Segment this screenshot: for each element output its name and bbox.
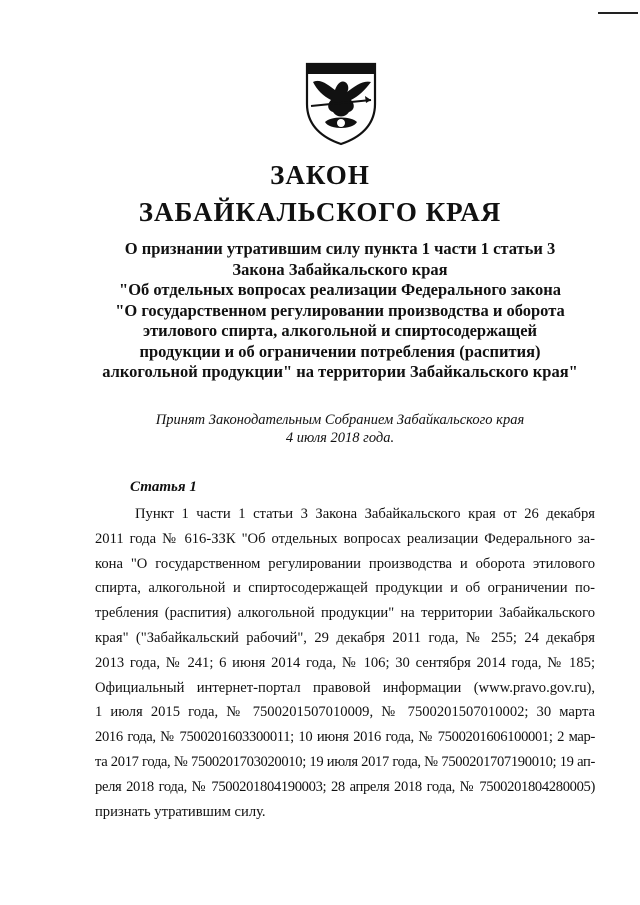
heading-line: продукции и об ограничении потребления (распития) (139, 341, 541, 361)
article-line: та 2017 года, № 7500201703020010; 19 июля 2017 года, № 7500201707190010; 19 ап- (95, 753, 595, 770)
article-line: 2016 года, № 7500201603300011; 10 июня 2016 года, № 7500201606100001; 2 мар- (95, 729, 595, 746)
document-subtitle: ЗАБАЙКАЛЬСКОГО КРАЯ (138, 197, 502, 227)
article-line: кона "О государственном регулировании производства и оборота этилового (95, 555, 595, 572)
article-line: края" ("Забайкальский рабочий", 29 декабря 2011 года, № 255; 24 декабря (95, 629, 595, 646)
heading-line: "О государственном регулировании производства и оборота (115, 300, 565, 320)
coat-of-arms-emblem (303, 60, 379, 146)
document-title: ЗАКОН (270, 160, 370, 190)
article-line: требления (распития) алкогольной продукции" на территории Забайкальского (95, 605, 595, 622)
heading-line: "Об отдельных вопросах реализации Федерального закона (119, 280, 561, 299)
adoption-note (80, 411, 600, 447)
adoption-line: Принят Законодательным Собранием Забайкальского края (155, 412, 525, 428)
article-line: реля 2018 года, № 7500201804190003; 28 апреля 2018 года, № 7500201804280005) (95, 778, 595, 795)
article-line: 1 июля 2015 года, № 7500201507010009, № 7500201507010002; 30 марта (95, 704, 595, 721)
heading-line: Закона Забайкальского края (232, 259, 448, 279)
article-line: спирта, алкогольной и спиртосодержащей продукции и об ограничении по- (95, 580, 595, 597)
article-line: Пункт 1 части 1 статьи 3 Закона Забайкальского края от 26 декабря (135, 506, 595, 522)
heading-line: О признании утратившим силу пункта 1 части 1 статьи 3 (124, 239, 556, 258)
article-title: Статья 1 (130, 479, 197, 495)
article-line: признать утратившим силу. (95, 803, 266, 820)
article-line: Официальный интернет-портал правовой информации (www.pravo.gov.ru), (95, 679, 595, 696)
adoption-date: 4 июля 2018 года. (285, 430, 395, 446)
heading-line: этилового спирта, алкогольной и спиртосодержащей (142, 321, 538, 340)
article-body (95, 502, 595, 824)
law-heading (80, 239, 600, 383)
article-line: 2013 года, № 241; 6 июня 2014 года, № 106; 30 сентября 2014 года, № 185; (95, 654, 595, 671)
corner-mark (598, 0, 638, 14)
heading-line: алкогольной продукции" на территории Забайкальского края" (102, 362, 578, 381)
article-line: 2011 года № 616-ЗЗК "Об отдельных вопросах реализации Федерального за- (95, 530, 595, 547)
